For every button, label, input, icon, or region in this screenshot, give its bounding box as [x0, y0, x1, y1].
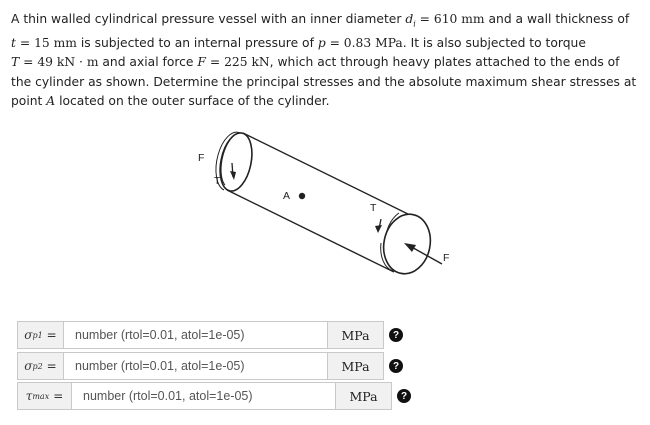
sigma-p1-help-icon[interactable]: ?: [389, 328, 403, 342]
cylinder-diagram: [185, 125, 475, 285]
answer-row-sigma-p2: [17, 352, 384, 380]
sigma-p1-input-wrap: [64, 321, 327, 349]
problem-text: A thin walled cylindrical pressure vessel with an inner diameter $d_i = 610$ mm and a wall thickness of t = 15 mm is subjected to an internal pressure of p = 0.83 MPa. It is also subjected to torque T = 49 kN · m and axial force F = 225 kN, which act through heavy plates attached to the ends of the cylinder as shown. Determine the principal stresses and the absolute maximum shear stresses at point A located on the outer surface of the cylinder.: [11, 12, 637, 109]
tau-max-help-icon[interactable]: ?: [397, 389, 411, 403]
problem-statement: [11, 10, 639, 112]
tau-max-input[interactable]: [83, 389, 335, 403]
answer-row-sigma-p1: [17, 321, 384, 349]
point-a-dot: [299, 193, 305, 199]
label-t-right: T: [370, 202, 377, 214]
tau-max-unit: MPa: [335, 382, 392, 410]
tau-max-label: τ max =: [17, 382, 72, 410]
sigma-p2-label: σ p2 =: [17, 352, 64, 380]
sigma-p2-input-wrap: [64, 352, 327, 380]
label-t-left: T: [214, 175, 221, 187]
sigma-p2-input[interactable]: [75, 359, 327, 373]
label-f-left: F: [198, 152, 205, 164]
sigma-p2-help-icon[interactable]: ?: [389, 359, 403, 373]
sigma-p1-unit: MPa: [327, 321, 384, 349]
sigma-p1-input[interactable]: [75, 328, 327, 342]
label-a: A: [283, 190, 291, 202]
label-f-right: F: [443, 252, 450, 264]
answer-row-tau-max: [17, 382, 392, 410]
tau-max-input-wrap: [72, 382, 335, 410]
sigma-p1-label: σ p1 =: [17, 321, 64, 349]
cylinder-bottom-edge: [227, 190, 394, 272]
cylinder-figure: [185, 125, 475, 285]
cylinder-top-edge: [243, 133, 412, 216]
sigma-p2-unit: MPa: [327, 352, 384, 380]
